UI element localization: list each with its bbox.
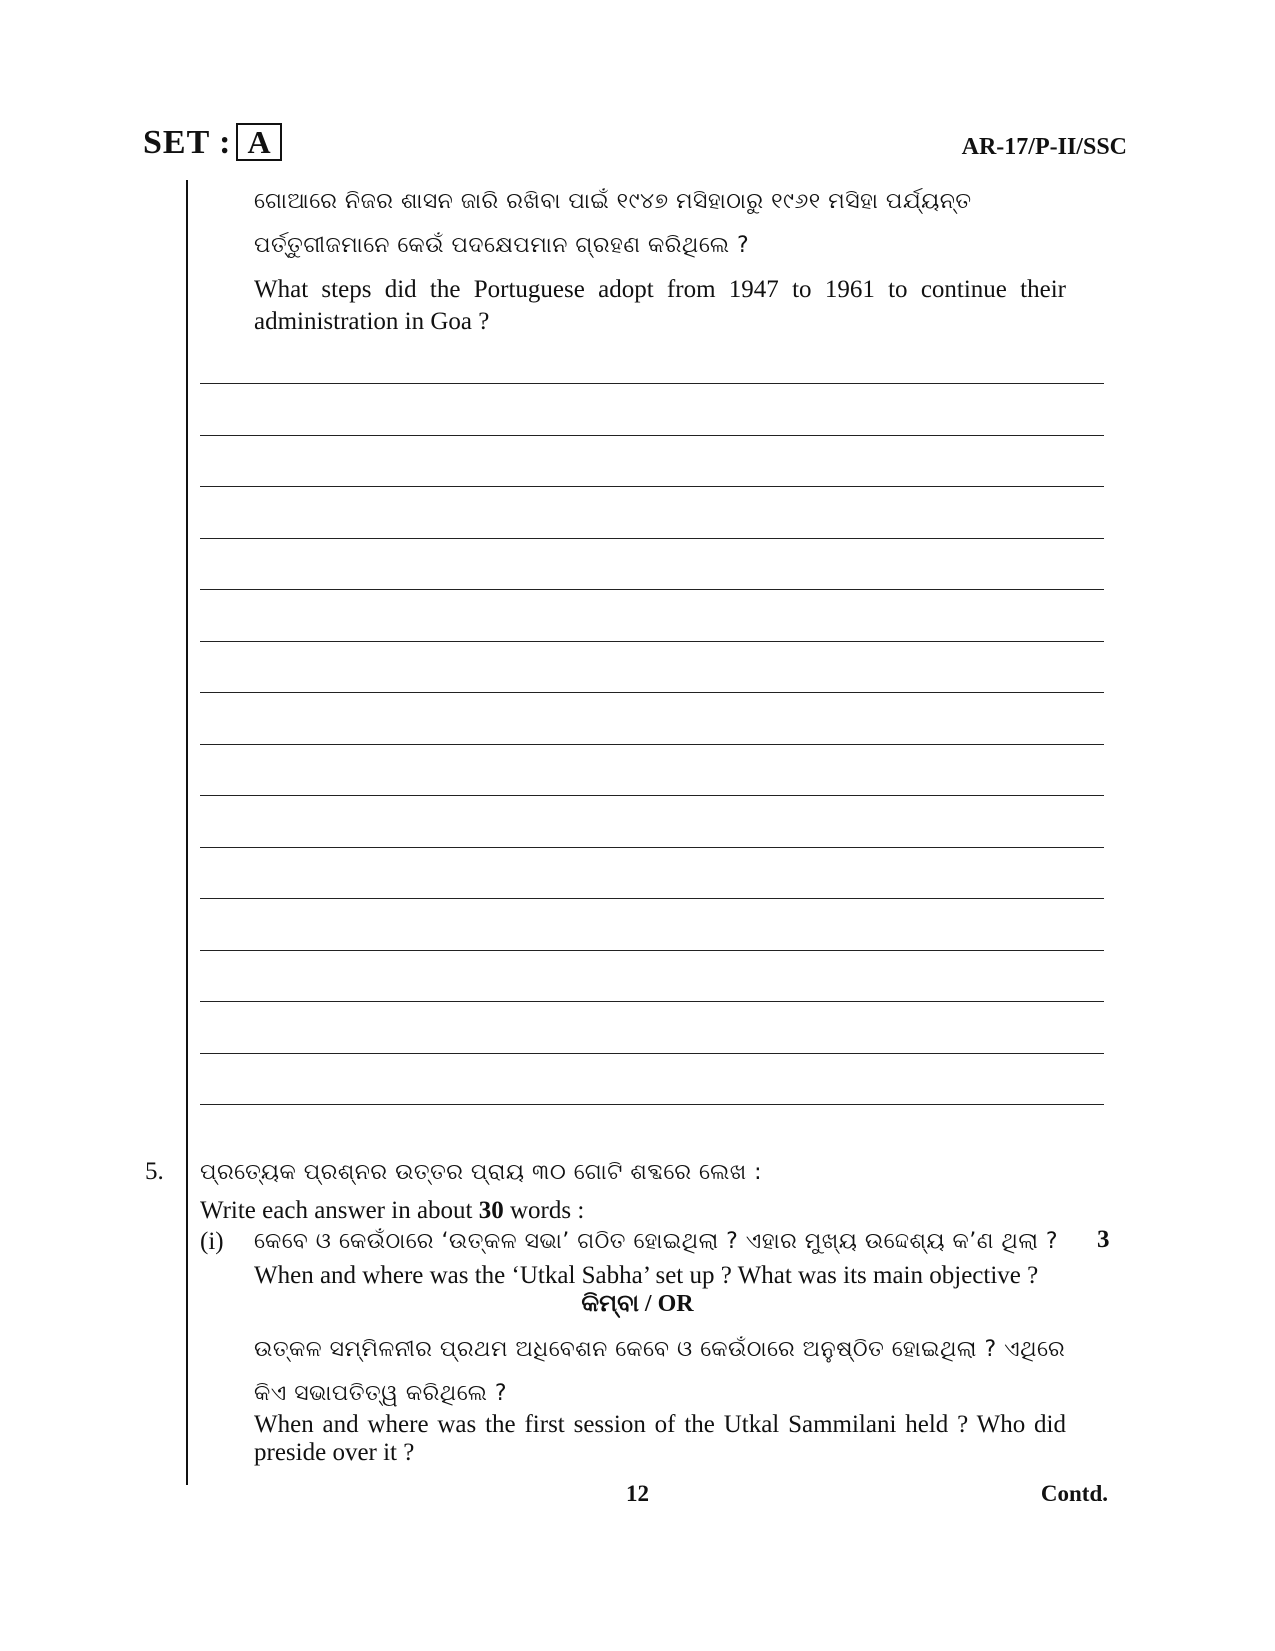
answer-line — [200, 744, 1104, 745]
paper-code: AR-17/P-II/SSC — [961, 134, 1127, 160]
margin-line — [186, 180, 188, 1485]
answer-line — [200, 950, 1104, 951]
question5-number: 5. — [145, 1158, 164, 1185]
instruction-word-count: 30 — [478, 1197, 504, 1224]
question4-odia — [254, 180, 1074, 268]
alternative-odia-line1: ଉତ୍କଳ ସମ୍ମିଳନୀର ପ୍ରଥମ ଅଧିବେଶନ କେବେ ଓ କେଉଁଠାରେ ଅନୁଷ୍ଠିତ ହୋଇଥିଲା ? ଏଥିରେ — [254, 1337, 1066, 1362]
answer-line — [200, 692, 1104, 693]
instruction-text-pre: Write each answer in about — [200, 1197, 479, 1224]
subquestion-odia: କେବେ ଓ କେଉଁଠାରେ ‘ଉତ୍କଳ ସଭା’ ଗଠିତ ହୋଇଥିଲା ? ଏହାର ମୁଖ୍ୟ ଉଦ୍ଦେଶ୍ୟ କ’ଣ ଥିଲା ? — [254, 1229, 1059, 1254]
answer-line — [200, 898, 1104, 899]
marks: 3 — [1097, 1226, 1110, 1253]
alternative-english: When and where was the first session of the Utkal Sammilani held ? Who did preside over it ? — [254, 1411, 1066, 1466]
alternative-odia — [254, 1328, 1074, 1416]
question4-odia-line2: ପର୍ତ୍ତୁଗୀଜମାନେ କେଉଁ ପଦକ୍ଷେପମାନ ଗ୍ରହଣ କରିଥିଲେ ? — [254, 233, 750, 258]
question4-odia-line1: ଗୋଆରେ ନିଜର ଶାସନ ଜାରି ରଖିବା ପାଇଁ ୧୯୪୭ ମସିହାଠାରୁ ୧୯୬୧ ମସିହା ପର୍ଯ୍ୟନ୍ତ — [254, 189, 972, 214]
set-label: SET : — [143, 124, 232, 161]
subquestion-label: (i) — [200, 1228, 224, 1255]
instruction-text-post: words : — [503, 1197, 585, 1224]
answer-line — [200, 589, 1104, 590]
answer-line — [200, 486, 1104, 487]
set-value-box: A — [236, 123, 282, 161]
contd-label: Contd. — [1040, 1481, 1108, 1506]
or-separator: କିମ୍ବା / OR — [581, 1291, 694, 1317]
question4-english: What steps did the Portuguese adopt from 1947 to 1961 to continue their administration in Goa ? — [254, 276, 1066, 335]
subquestion-english: When and where was the ‘Utkal Sabha’ set up ? What was its main objective ? — [254, 1262, 1039, 1289]
answer-line — [200, 383, 1104, 384]
answer-line — [200, 435, 1104, 436]
answer-line — [200, 641, 1104, 642]
answer-line — [200, 795, 1104, 796]
page-number: 12 — [626, 1481, 649, 1506]
answer-line — [200, 1104, 1104, 1105]
question5-instruction-odia: ପ୍ରତ୍ୟେକ ପ୍ରଶ୍ନର ଉତ୍ତର ପ୍ରାୟ ୩୦ ଗୋଟି ଶବ୍ଦରେ ଲେଖ : — [200, 1160, 763, 1185]
question5-instruction-english — [200, 1197, 584, 1225]
answer-line — [200, 538, 1104, 539]
answer-line — [200, 1001, 1104, 1002]
answer-line — [200, 1053, 1104, 1054]
alternative-odia-line2: କିଏ ସଭାପତିତ୍ୱ କରିଥିଲେ ? — [254, 1381, 508, 1406]
answer-line — [200, 847, 1104, 848]
